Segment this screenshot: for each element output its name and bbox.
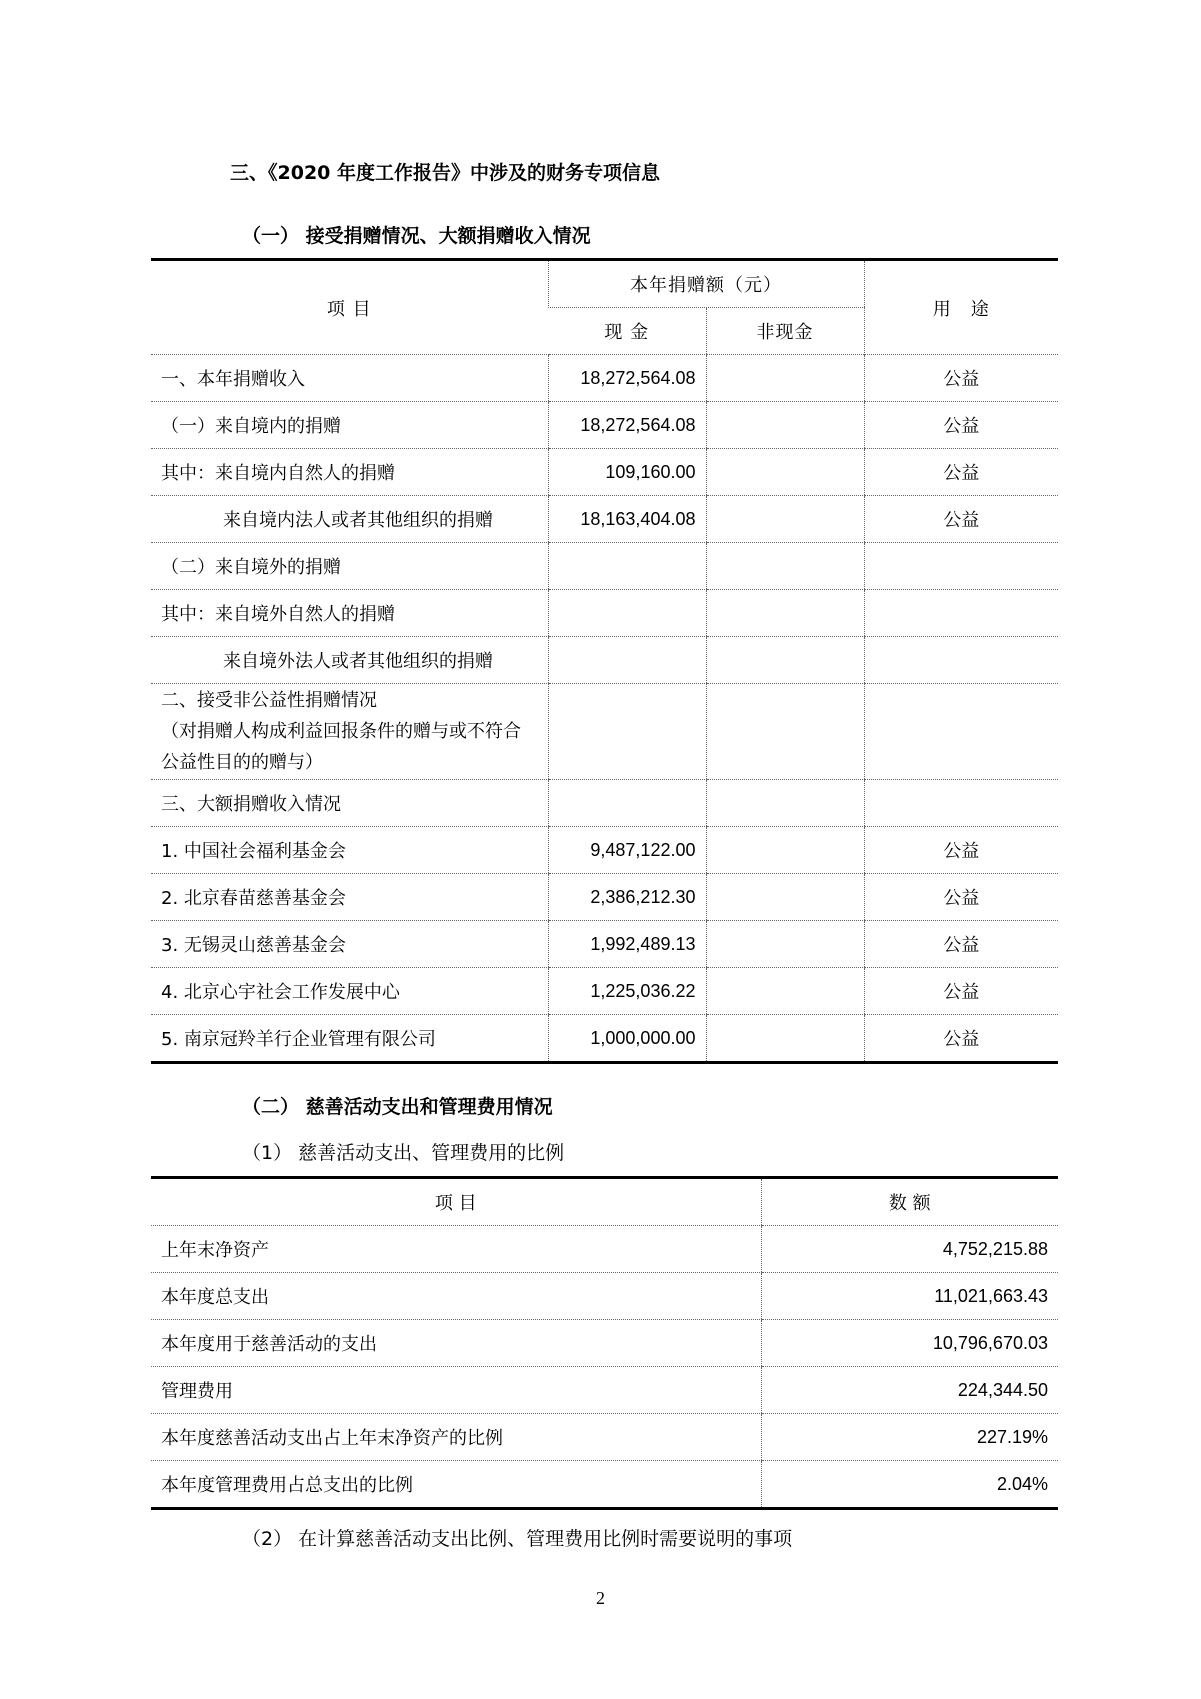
row-item: 5. 南京冠羚羊行企业管理有限公司 bbox=[151, 1015, 548, 1063]
table-row bbox=[151, 968, 1058, 1015]
row-purpose: 公益 bbox=[864, 874, 1058, 921]
row-item: （一）来自境内的捐赠 bbox=[151, 402, 548, 449]
table-row bbox=[151, 449, 1058, 496]
row-amount: 11,021,663.43 bbox=[761, 1273, 1058, 1320]
row-noncash bbox=[706, 684, 864, 780]
page-number: 2 bbox=[596, 1588, 605, 1608]
header-amount: 数 额 bbox=[761, 1178, 1058, 1226]
row-cash: 2,386,212.30 bbox=[548, 874, 706, 921]
row-noncash bbox=[706, 449, 864, 496]
row-item: 4. 北京心宇社会工作发展中心 bbox=[151, 968, 548, 1015]
row-noncash bbox=[706, 921, 864, 968]
row-cash: 1,992,489.13 bbox=[548, 921, 706, 968]
row-purpose: 公益 bbox=[864, 968, 1058, 1015]
row-cash bbox=[548, 637, 706, 684]
header-amount-group: 本年捐赠额（元） bbox=[548, 260, 864, 308]
row-item: 上年末净资产 bbox=[151, 1226, 761, 1273]
part2-subtitle-2: （2） 在计算慈善活动支出比例、管理费用比例时需要说明的事项 bbox=[242, 1528, 793, 1550]
row-amount: 10,796,670.03 bbox=[761, 1320, 1058, 1367]
row-purpose: 公益 bbox=[864, 402, 1058, 449]
row-noncash bbox=[706, 496, 864, 543]
row-amount: 224,344.50 bbox=[761, 1367, 1058, 1414]
row-amount: 2.04% bbox=[761, 1461, 1058, 1509]
table-row bbox=[151, 1273, 1058, 1320]
row-item: 1. 中国社会福利基金会 bbox=[151, 827, 548, 874]
header-noncash: 非现金 bbox=[706, 308, 864, 355]
row-item: （二）来自境外的捐赠 bbox=[151, 543, 548, 590]
row-purpose: 公益 bbox=[864, 496, 1058, 543]
row-purpose: 公益 bbox=[864, 1015, 1058, 1063]
part1-title: （一） 接受捐赠情况、大额捐赠收入情况 bbox=[242, 225, 591, 247]
row-item: 三、大额捐赠收入情况 bbox=[151, 780, 548, 827]
row-noncash bbox=[706, 874, 864, 921]
row-item: 本年度总支出 bbox=[151, 1273, 761, 1320]
row-amount: 227.19% bbox=[761, 1414, 1058, 1461]
row-cash: 9,487,122.00 bbox=[548, 827, 706, 874]
row-purpose bbox=[864, 543, 1058, 590]
row-noncash bbox=[706, 827, 864, 874]
table-row bbox=[151, 1414, 1058, 1461]
table-row bbox=[151, 1320, 1058, 1367]
row-item: 管理费用 bbox=[151, 1367, 761, 1414]
row-item: 来自境外法人或者其他组织的捐赠 bbox=[151, 637, 548, 684]
row-noncash bbox=[706, 637, 864, 684]
table-row bbox=[151, 780, 1058, 827]
row-purpose bbox=[864, 780, 1058, 827]
header-purpose: 用 途 bbox=[864, 260, 1058, 355]
row-noncash bbox=[706, 1015, 864, 1063]
table-row bbox=[151, 1015, 1058, 1063]
row-item: 其中：来自境内自然人的捐赠 bbox=[151, 449, 548, 496]
table-row bbox=[151, 1367, 1058, 1414]
row-noncash bbox=[706, 543, 864, 590]
table-row bbox=[151, 543, 1058, 590]
table-row bbox=[151, 874, 1058, 921]
row-purpose: 公益 bbox=[864, 827, 1058, 874]
donation-table bbox=[151, 258, 1058, 1064]
row-item: 本年度用于慈善活动的支出 bbox=[151, 1320, 761, 1367]
table-row bbox=[151, 402, 1058, 449]
row-noncash bbox=[706, 590, 864, 637]
row-noncash bbox=[706, 402, 864, 449]
row-item: 3. 无锡灵山慈善基金会 bbox=[151, 921, 548, 968]
row-cash bbox=[548, 590, 706, 637]
row-item: 一、本年捐赠收入 bbox=[151, 355, 548, 402]
part2-title: （二） 慈善活动支出和管理费用情况 bbox=[242, 1096, 553, 1118]
row-purpose bbox=[864, 637, 1058, 684]
row-item: 二、接受非公益性捐赠情况 （对捐赠人构成利益回报条件的赠与或不符合公益性目的的赠与） bbox=[151, 684, 548, 780]
row-purpose bbox=[864, 590, 1058, 637]
row-cash bbox=[548, 684, 706, 780]
table-row bbox=[151, 590, 1058, 637]
row-noncash bbox=[706, 780, 864, 827]
table-row bbox=[151, 684, 1058, 780]
part2-subtitle-1: （1） 慈善活动支出、管理费用的比例 bbox=[242, 1142, 565, 1164]
row-item: 来自境内法人或者其他组织的捐赠 bbox=[151, 496, 548, 543]
table-row bbox=[151, 637, 1058, 684]
table-row bbox=[151, 496, 1058, 543]
row-item: 2. 北京春苗慈善基金会 bbox=[151, 874, 548, 921]
row-purpose bbox=[864, 684, 1058, 780]
row-purpose: 公益 bbox=[864, 921, 1058, 968]
row-cash: 1,225,036.22 bbox=[548, 968, 706, 1015]
row-noncash bbox=[706, 355, 864, 402]
table-row bbox=[151, 355, 1058, 402]
row-purpose: 公益 bbox=[864, 355, 1058, 402]
row-cash: 1,000,000.00 bbox=[548, 1015, 706, 1063]
row-cash bbox=[548, 543, 706, 590]
row-cash: 109,160.00 bbox=[548, 449, 706, 496]
row-item: 本年度管理费用占总支出的比例 bbox=[151, 1461, 761, 1509]
row-noncash bbox=[706, 968, 864, 1015]
row-item: 其中：来自境外自然人的捐赠 bbox=[151, 590, 548, 637]
row-cash bbox=[548, 780, 706, 827]
header-item: 项 目 bbox=[151, 260, 548, 355]
table-row bbox=[151, 1461, 1058, 1509]
expense-ratio-table bbox=[151, 1176, 1058, 1510]
table-row bbox=[151, 921, 1058, 968]
table-row bbox=[151, 1226, 1058, 1273]
header-cash: 现 金 bbox=[548, 308, 706, 355]
row-item: 本年度慈善活动支出占上年末净资产的比例 bbox=[151, 1414, 761, 1461]
row-cash: 18,272,564.08 bbox=[548, 355, 706, 402]
row-purpose: 公益 bbox=[864, 449, 1058, 496]
row-cash: 18,163,404.08 bbox=[548, 496, 706, 543]
row-cash: 18,272,564.08 bbox=[548, 402, 706, 449]
header-item: 项 目 bbox=[151, 1178, 761, 1226]
row-amount: 4,752,215.88 bbox=[761, 1226, 1058, 1273]
table-row bbox=[151, 827, 1058, 874]
section-title: 三、《2020 年度工作报告》中涉及的财务专项信息 bbox=[230, 162, 660, 184]
